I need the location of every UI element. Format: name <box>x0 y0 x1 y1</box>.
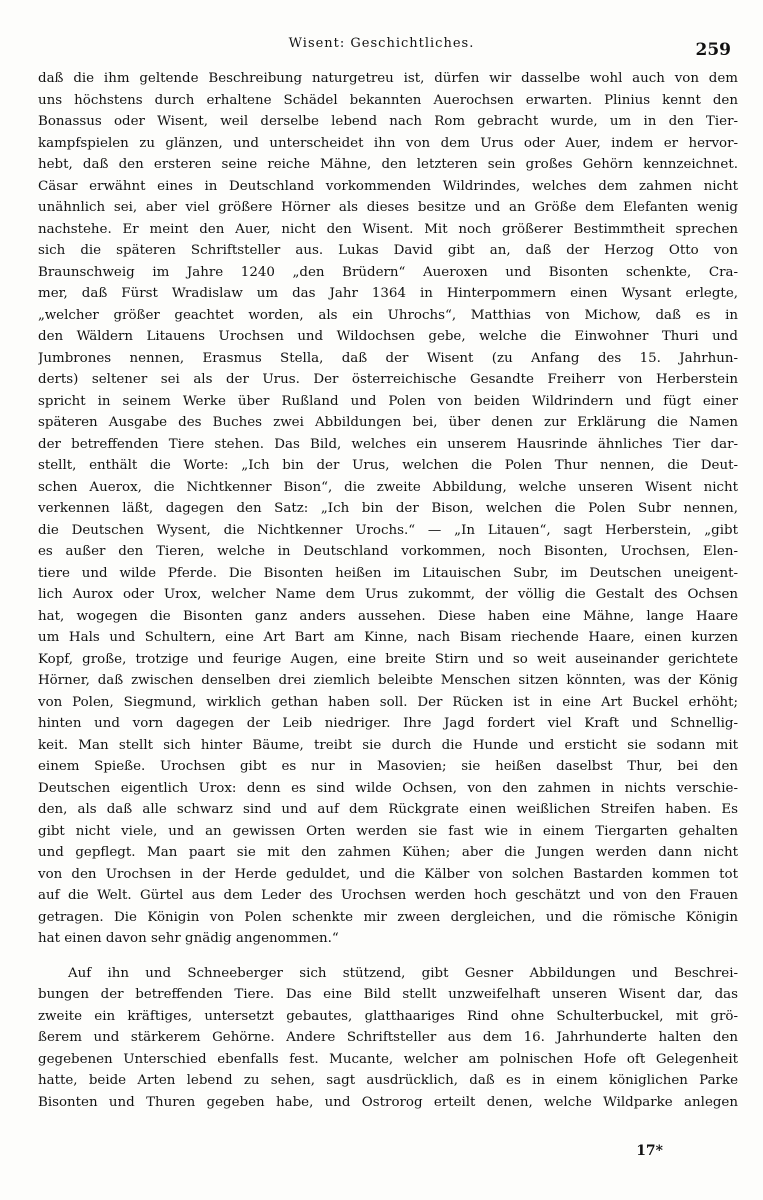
text-line: schen Auerox, die Nichtkenner Bison“, die zweite Abbildung, welche unseren Wisent nicht <box>38 479 738 495</box>
text-line: hatte, beide Arten lebend zu sehen, sagt ausdrücklich, daß es in einem königlichen Parke <box>38 1073 738 1088</box>
text-line: späteren Ausgabe des Buches zwei Abbildungen bei, über denen zur Erklärung die Namen <box>38 415 738 430</box>
text-line: hat einen davon sehr gnädig angenommen.“ <box>38 931 339 946</box>
paragraph-gap <box>38 950 738 963</box>
signature-mark: 17* <box>636 1143 663 1159</box>
text-line: Kopf, große, trotzige und feurige Augen, eine breite Stirn und so weit auseinander gerichtete <box>38 651 738 667</box>
page-number: 259 <box>695 40 731 60</box>
text-line: derts) seltener sei als der Urus. Der österreichische Gesandte Freiherr von Herberstein <box>38 372 738 387</box>
text-line: Bonassus oder Wisent, weil derselbe lebend nach Rom gebracht wurde, um in den Tier- <box>38 114 738 129</box>
text-line: um Hals und Schultern, eine Art Bart am Kinne, nach Bisam riechende Haare, einen kurzen <box>38 630 738 645</box>
text-line: der betreffenden Tiere stehen. Das Bild, welches ein unserem Hausrinde ähnliches Tier dar- <box>38 436 738 452</box>
text-line: unähnlich sei, aber viel größere Hörner als dieses besitze und an Größe dem Elefanten wenig <box>38 200 738 215</box>
text-line: Jumbrones nennen, Erasmus Stella, daß der Wisent (zu Anfang des 15. Jahrhun- <box>38 350 738 366</box>
text-line: keit. Man stellt sich hinter Bäume, treibt sie durch die Hunde und ersticht sie sodann mit <box>38 737 738 753</box>
text-line: hinten und vorn dagegen der Leib niedriger. Ihre Jagd fordert viel Kraft und Schnellig- <box>38 716 738 731</box>
text-line: und gepflegt. Man paart sie mit den zahmen Kühen; aber die Jungen werden dann nicht <box>38 845 738 860</box>
text-line: die Deutschen Wysent, die Nichtkenner Urochs.“ — „In Litauen“, sagt Herberstein, „gibt <box>38 522 738 538</box>
body-text <box>38 68 738 1113</box>
text-line: spricht in seinem Werke über Rußland und Polen von beiden Wildrindern und fügt einer <box>38 393 738 409</box>
text-line: Auf ihn und Schneeberger sich stützend, gibt Gesner Abbildungen und Beschrei- <box>68 965 738 981</box>
text-line: hat, wogegen die Bisonten ganz anders aussehen. Diese haben eine Mähne, lange Haare <box>38 608 738 624</box>
text-line: getragen. Die Königin von Polen schenkte mir zween dergleichen, und die römische Königin <box>38 909 738 925</box>
text-line: Bisonten und Thuren gegeben habe, und Ostrorog erteilt denen, welche Wildparke anlegen <box>38 1094 738 1110</box>
paragraph <box>38 68 738 950</box>
text-line: auf die Welt. Gürtel aus dem Leder des Urochsen werden hoch geschätzt und von den Frauen <box>38 888 738 903</box>
text-line: hebt, daß den ersteren seine reiche Mähne, den letzteren sein großes Gehörn kennzeichnet. <box>38 157 738 172</box>
text-line: gibt nicht viele, und an gewissen Orten werden sie fast wie in einem Tiergarten gehalten <box>38 823 738 839</box>
running-head <box>0 36 763 60</box>
text-line: mer, daß Fürst Wradislaw um das Jahr 1364 in Hinterpommern einen Wysant erlegte, <box>38 286 738 301</box>
text-line: gegebenen Unterschied ebenfalls fest. Mucante, welcher am polnischen Hofe oft Gelegenheit <box>38 1051 738 1067</box>
text-line: zweite ein kräftiges, untersetzt gebautes, glatthaariges Rind ohne Schulterbuckel, mit grö- <box>38 1008 738 1024</box>
text-line: von den Urochsen in der Herde geduldet, und die Kälber von solchen Bastarden kommen tot <box>38 866 738 882</box>
text-line: verkennen läßt, dagegen den Satz: „Ich bin der Bison, welchen die Polen Subr nennen, <box>38 501 738 516</box>
text-line: es außer den Tieren, welche in Deutschland vorkommen, noch Bisonten, Urochsen, Elen- <box>38 544 738 559</box>
text-line: „welcher größer geachtet worden, als ein Uhrochs“, Matthias von Michow, daß es in <box>38 307 738 323</box>
text-line: sich die späteren Schriftsteller aus. Lukas David gibt an, daß der Herzog Otto von <box>38 243 738 258</box>
text-line: einem Spieße. Urochsen gibt es nur in Masovien; sie heißen daselbst Thur, bei den <box>38 759 738 774</box>
text-line: den Wäldern Litauens Urochsen und Wildochsen gebe, welche die Einwohner Thuri und <box>38 329 738 344</box>
text-line: stellt, enthält die Worte: „Ich bin der Urus, welchen die Polen Thur nennen, die Deut- <box>38 458 738 473</box>
text-line: tiere und wilde Pferde. Die Bisonten heißen im Litauischen Subr, im Deutschen uneigent- <box>38 565 738 581</box>
text-line: ßerem und stärkerem Gehörne. Andere Schriftsteller aus dem 16. Jahrhunderte halten den <box>38 1030 738 1045</box>
text-line: nachstehe. Er meint den Auer, nicht den Wisent. Mit noch größerer Bestimmtheit sprechen <box>38 221 738 237</box>
text-line: Braunschweig im Jahre 1240 „den Brüdern“ Aueroxen und Bisonten schenkte, Cra- <box>38 264 738 280</box>
text-line: lich Aurox oder Urox, welcher Name dem Urus zukommt, der völlig die Gestalt des Ochsen <box>38 587 738 602</box>
text-line: Cäsar erwähnt eines in Deutschland vorkommenden Wildrindes, welches dem zahmen nicht <box>38 178 738 194</box>
text-line: daß die ihm geltende Beschreibung naturgetreu ist, dürfen wir dasselbe wohl auch von dem <box>38 71 738 86</box>
text-line: von Polen, Siegmund, wirklich gethan haben soll. Der Rücken ist in eine Art Buckel erhöht; <box>38 694 738 710</box>
text-line: den, als daß alle schwarz sind und auf dem Rückgrate einen weißlichen Streifen haben. Es <box>38 802 738 817</box>
text-line: Deutschen eigentlich Urox: denn es sind wilde Ochsen, von den zahmen in nichts verschie- <box>38 780 738 796</box>
text-line: bungen der betreffenden Tiere. Das eine Bild stellt unzweifelhaft unseren Wisent dar, das <box>38 987 738 1002</box>
text-line: kampfspielen zu glänzen, und unterscheidet ihn von dem Urus oder Auer, indem er hervor- <box>38 135 738 151</box>
text-line: uns höchstens durch erhaltene Schädel bekannten Auerochsen erwarten. Plinius kennt den <box>38 92 738 108</box>
text-line: Hörner, daß zwischen denselben drei ziemlich beleibte Menschen sitzen könnten, was der König <box>38 673 738 688</box>
paragraph <box>38 963 738 1114</box>
running-title: Wisent: Geschichtliches. <box>288 36 475 51</box>
